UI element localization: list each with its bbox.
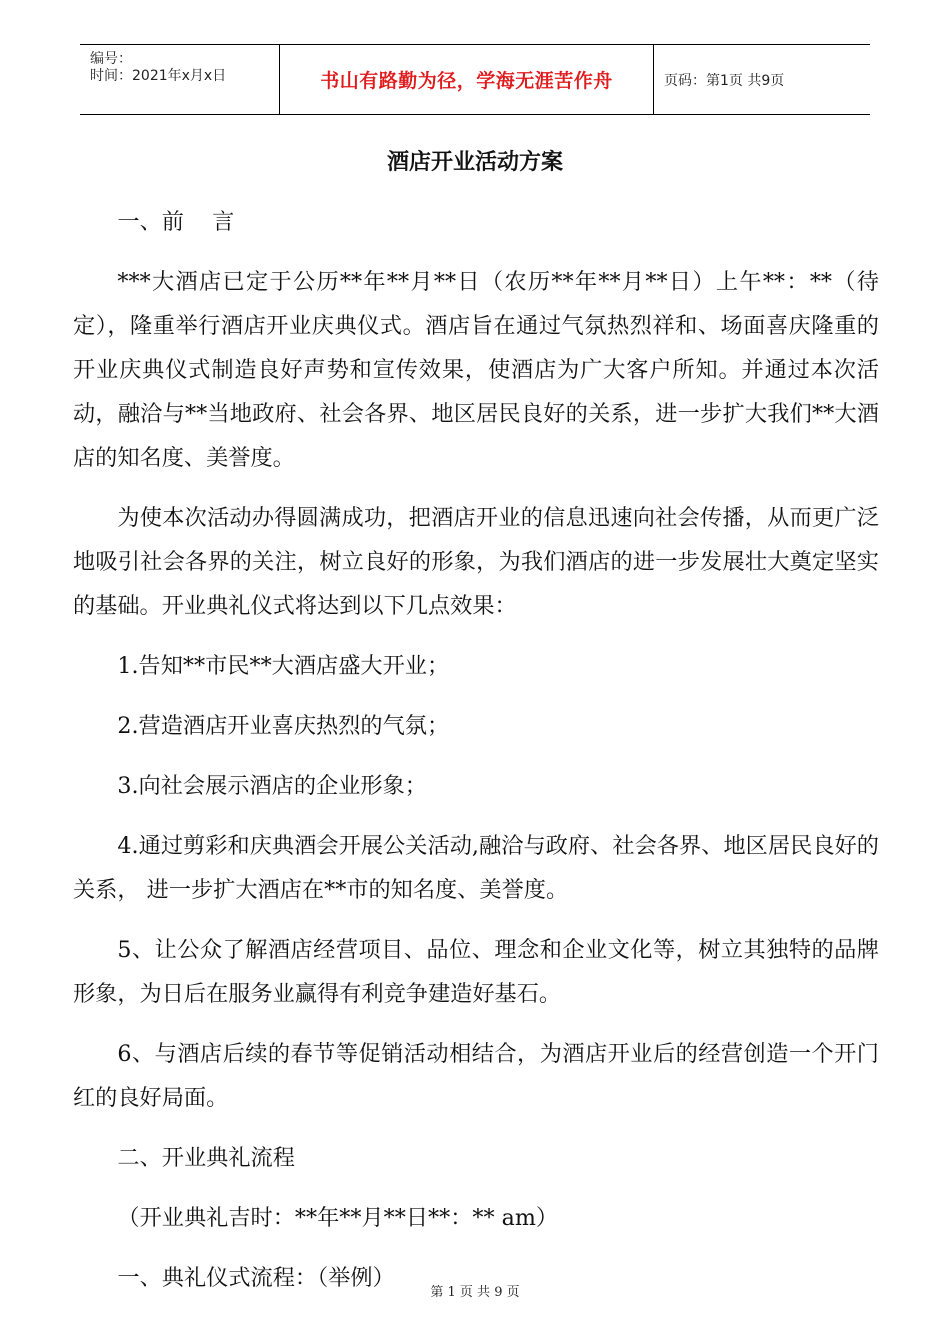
- effect-item-6: 6、与酒店后续的春节等促销活动相结合，为酒店开业后的经营创造一个开门红的良好局面。: [73, 1041, 879, 1111]
- flow-time: （开业典礼吉时：**年**月**日**：** am）: [117, 1205, 559, 1231]
- document-body: [73, 200, 879, 1300]
- document-title: 酒店开业活动方案: [386, 150, 563, 175]
- header-motto: 书山有路勤为径，学海无涯苦作舟: [279, 45, 654, 114]
- flow-heading: 二、开业典礼流程: [117, 1145, 295, 1171]
- document-time-label: 时间：2021年x月x日: [90, 68, 227, 84]
- header-meta: [80, 45, 279, 114]
- page-footer: 第 1 页 共 9 页: [430, 1285, 520, 1300]
- effect-item-2: 2.营造酒店开业喜庆热烈的气氛；: [117, 713, 450, 739]
- paragraph-intro: ***大酒店已定于公历**年**月**日（农历**年**月**日）上午**：**（待定），隆重举行酒店开业庆典仪式。酒店旨在通过气氛热烈祥和、场面喜庆隆重的开业庆典仪式制造良好声势和宣传效果，使酒店为广大客户所知。并通过本次活动，融洽与**当地政府、社会各界、地区居民良好的关系，进一步扩大我们**大酒店的知名度、美誉度。: [73, 269, 879, 471]
- preface-heading: 一、前 言: [117, 209, 235, 235]
- paragraph-purpose: 为使本次活动办得圆满成功，把酒店开业的信息迅速向社会传播，从而更广泛地吸引社会各界的关注，树立良好的形象，为我们酒店的进一步发展壮大奠定坚实的基础。开业典礼仪式将达到以下几点效果：: [73, 505, 879, 619]
- header-page-label: 页码：第1页 共9页: [664, 72, 785, 89]
- effect-item-1: 1.告知**市民**大酒店盛大开业；: [117, 653, 450, 679]
- ceremony-heading: 一、典礼仪式流程：（举例）: [117, 1265, 395, 1291]
- effect-item-3: 3.向社会展示酒店的企业形象；: [117, 773, 427, 799]
- effect-item-5: 5、让公众了解酒店经营项目、品位、理念和企业文化等，树立其独特的品牌形象，为日后在服务业赢得有利竞争建造好基石。: [73, 937, 879, 1007]
- effect-item-4: 4.通过剪彩和庆典酒会开展公关活动,融洽与政府、社会各界、地区居民良好的关系， 进一步扩大酒店在**市的知名度、美誉度。: [73, 833, 879, 903]
- document-header: [80, 44, 870, 115]
- document-number-label: 编号：: [90, 51, 132, 67]
